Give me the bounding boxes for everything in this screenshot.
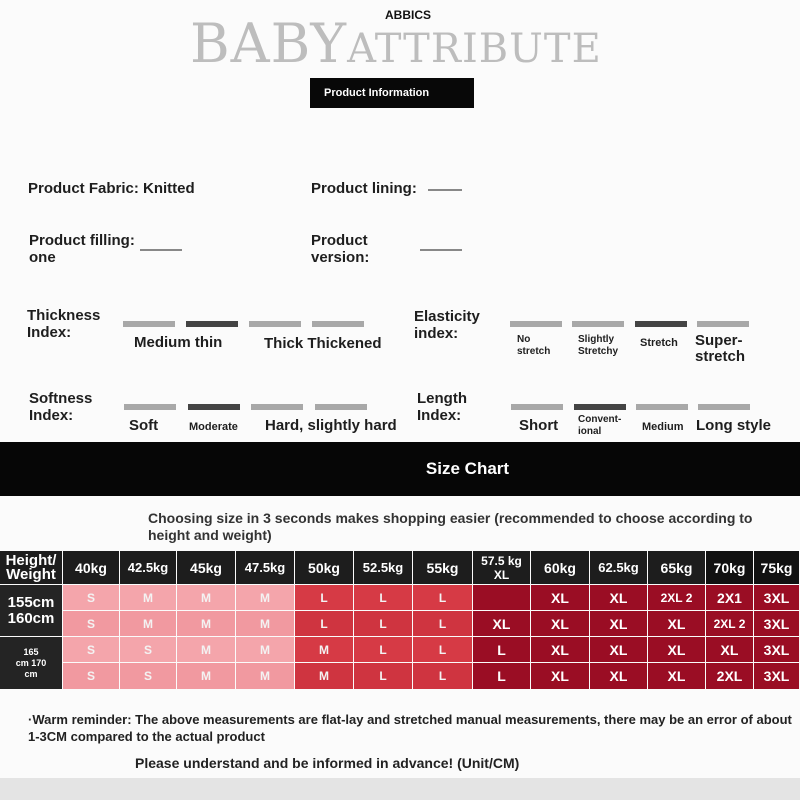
weight-header-label: 57.5 kg XL [481, 553, 522, 582]
softness-title-line2: Index: [29, 407, 74, 424]
size-cell-value: 2XL 2 [660, 590, 693, 605]
size-cell-value: XL [492, 615, 511, 632]
length-title-line2: Index: [417, 407, 462, 424]
weight-header-label: 62.5kg [598, 559, 639, 575]
size-cell [648, 611, 705, 636]
weight-header-label: 47.5kg [244, 559, 286, 575]
elasticity-seg-2 [572, 321, 624, 327]
warm-reminder: ·Warm reminder: The above measurements are flat-lay and stretched manual measurements, there may be an error of about 1-3CM compared to the actual product [28, 712, 792, 744]
fabric-label: Product Fabric: Knitted [28, 180, 195, 197]
size-cell-value: 3XL [763, 641, 790, 658]
height-label: cm 170 [15, 657, 47, 668]
size-cell [706, 637, 753, 662]
elasticity-opt-slightly-l1: Slightly [578, 334, 615, 345]
size-cell [120, 663, 176, 689]
size-cell-value: XL [609, 589, 628, 606]
length-opt-medium: Medium [642, 421, 684, 433]
size-cell-value: M [260, 616, 270, 631]
size-cell [354, 585, 412, 610]
size-cell-value: XL [551, 615, 569, 632]
size-cell-value: L [379, 669, 387, 683]
corner-line-2: Weight [6, 565, 56, 583]
weight-header [236, 551, 294, 584]
weight-header [473, 551, 530, 584]
size-cell-value: 2XL 2 [713, 616, 746, 631]
weight-header-label: 55kg [426, 559, 459, 576]
height-label: 165 [23, 646, 39, 657]
weight-header [754, 551, 799, 584]
size-cell-value: XL [609, 615, 628, 632]
length-seg-3 [636, 404, 688, 410]
weight-header [177, 551, 235, 584]
size-cell [473, 611, 530, 636]
size-cell [63, 611, 119, 636]
length-opt-conventional-l2: ional [578, 426, 602, 437]
length-seg-4 [698, 404, 750, 410]
size-cell-value: M [201, 616, 211, 631]
thickness-index-title [27, 307, 100, 341]
height-label: cm [24, 668, 38, 679]
corner-line-1: Height/ [5, 551, 57, 569]
product-info-banner: Product Information [310, 78, 474, 108]
size-cell [413, 611, 472, 636]
height-label: 160cm [7, 609, 55, 627]
elasticity-opt-super-l1: Super- [695, 332, 743, 349]
weight-header-label: 42.5kg [127, 559, 169, 575]
weight-header [63, 551, 119, 584]
elasticity-opt-slightly-l2: Stretchy [578, 346, 619, 357]
size-cell [473, 663, 530, 689]
size-cell-value: XL [667, 641, 686, 658]
size-cell-value: L [438, 642, 447, 657]
size-cell-value: M [201, 669, 211, 683]
elasticity-title-line2: index: [414, 325, 459, 342]
size-cell [473, 585, 530, 610]
version-value-dash [420, 249, 462, 251]
size-cell-value: XL [667, 615, 686, 632]
weight-header [590, 551, 647, 584]
height-header-165-170 [0, 637, 62, 689]
size-cell-value: XL [551, 589, 569, 606]
size-cell [531, 663, 589, 689]
size-cell [413, 637, 472, 662]
size-cell [754, 611, 799, 636]
size-cell [706, 611, 753, 636]
version-label-line1: Product [311, 232, 368, 249]
size-cell-value: S [143, 669, 152, 683]
size-cell [177, 663, 235, 689]
advance-notice: Please understand and be informed in advance! (Unit/CM) [135, 755, 520, 771]
size-cell [236, 611, 294, 636]
length-title-line1: Length [417, 390, 467, 407]
thickness-seg-3 [249, 321, 301, 327]
softness-title-line1: Softness [29, 390, 93, 407]
length-opt-conventional-l1: Convent- [578, 414, 622, 425]
size-cell [590, 637, 647, 662]
thickness-title-line2: Index: [27, 324, 72, 341]
length-opt-conventional [578, 414, 621, 438]
size-cell [648, 663, 705, 689]
softness-opt-moderate: Moderate [189, 421, 238, 433]
size-cell [177, 585, 235, 610]
brand-small: ABBICS [384, 8, 431, 22]
version-label [311, 232, 369, 266]
size-cell-value: M [319, 642, 329, 657]
size-cell [295, 585, 353, 610]
size-cell [473, 637, 530, 662]
version-label-line2: version: [311, 249, 370, 266]
filling-label-line1: Product filling: [29, 232, 135, 249]
elasticity-opt-slightly [578, 334, 618, 358]
filling-value-dash [140, 249, 182, 251]
size-cell-value: M [201, 590, 211, 605]
size-cell-value: 2X1 [717, 589, 742, 606]
size-cell-value: 3XL [763, 589, 790, 606]
size-cell [648, 585, 705, 610]
size-cell [413, 585, 472, 610]
thickness-opt-thick: Thick Thickened [264, 335, 382, 352]
weight-header-label: 52.5kg [362, 559, 404, 575]
size-cell [236, 585, 294, 610]
softness-opt-soft: Soft [129, 417, 159, 434]
weight-header-label: 60kg [544, 559, 576, 576]
size-cell [63, 663, 119, 689]
size-cell [531, 637, 589, 662]
size-cell [754, 637, 799, 662]
brand-title-attribute: ATTRIBUTE [347, 26, 602, 72]
size-cell [706, 585, 753, 610]
weight-header [120, 551, 176, 584]
softness-seg-3 [251, 404, 303, 410]
size-cell [177, 611, 235, 636]
weight-header [354, 551, 412, 584]
size-cell-value: L [438, 669, 447, 683]
length-opt-short: Short [519, 417, 559, 434]
length-opt-long: Long style [696, 417, 772, 434]
weight-header [648, 551, 705, 584]
size-cell [354, 611, 412, 636]
size-cell-value: S [86, 590, 95, 605]
size-cell-value: L [379, 642, 387, 657]
weight-header-label: 65kg [660, 559, 693, 576]
size-cell-value: XL [551, 641, 569, 658]
size-cell [295, 611, 353, 636]
weight-header-label: 45kg [190, 559, 222, 576]
elasticity-seg-4 [697, 321, 749, 327]
weight-header [531, 551, 589, 584]
weight-header-label: 70kg [713, 559, 746, 576]
length-seg-1 [511, 404, 563, 410]
size-cell-value: XL [609, 668, 628, 684]
length-seg-2 [574, 404, 626, 410]
weight-header-label: 40kg [75, 559, 107, 576]
elasticity-seg-1 [510, 321, 562, 327]
size-cell [754, 663, 799, 689]
size-cell-value: S [86, 616, 95, 631]
size-cell [648, 637, 705, 662]
size-cell [120, 585, 176, 610]
size-cell [63, 637, 119, 662]
size-cell [754, 585, 799, 610]
elasticity-index-title [414, 308, 480, 342]
size-cell-value: S [143, 642, 152, 657]
size-cell-value: 3XL [763, 668, 790, 684]
size-cell-value: L [320, 590, 328, 605]
weight-header [295, 551, 353, 584]
size-cell-value: M [143, 590, 153, 605]
thickness-opt-medium-thin: Medium thin [134, 334, 223, 351]
weight-header [706, 551, 753, 584]
size-cell-value: XL [720, 641, 739, 658]
size-cell-value: M [319, 669, 329, 683]
thickness-seg-2 [186, 321, 238, 327]
size-cell-value: 3XL [763, 615, 790, 632]
size-cell [590, 585, 647, 610]
size-cell [236, 637, 294, 662]
softness-seg-2 [188, 404, 240, 410]
size-cell-value: M [143, 616, 153, 631]
elasticity-opt-super-l2: stretch [695, 348, 746, 365]
size-cell-value: L [379, 616, 387, 631]
size-cell [120, 637, 176, 662]
elasticity-opt-stretch: Stretch [640, 337, 678, 349]
size-cell-value: M [260, 590, 270, 605]
thickness-title-line1: Thickness [27, 307, 101, 324]
softness-opt-hard: Hard, slightly hard [265, 417, 397, 434]
length-index-title [417, 390, 467, 424]
size-cell [531, 611, 589, 636]
weight-header [413, 551, 472, 584]
size-cell [295, 637, 353, 662]
filling-label [29, 232, 135, 266]
elasticity-opt-no-stretch [517, 334, 550, 358]
softness-index-title [29, 390, 92, 424]
weight-header-label: 75kg [760, 559, 793, 576]
size-cell-value: L [497, 641, 506, 658]
footer-strip [0, 778, 800, 800]
size-cell [120, 611, 176, 636]
size-cell-value: XL [609, 641, 628, 658]
size-cell-value: S [86, 642, 95, 657]
size-cell-value: L [379, 590, 387, 605]
size-chart-corner [0, 551, 62, 584]
size-cell-value: M [260, 642, 270, 657]
size-cell-value: L [438, 590, 447, 605]
elasticity-seg-3 [635, 321, 687, 327]
size-cell-value: L [497, 668, 506, 684]
size-chart-intro: Choosing size in 3 seconds makes shopping easier (recommended to choose according to height and weight) [148, 510, 753, 543]
size-cell-value: L [438, 616, 447, 631]
brand-title [190, 12, 600, 75]
lining-value-dash [428, 189, 462, 191]
size-cell-value: L [320, 616, 328, 631]
elasticity-opt-super [695, 333, 745, 365]
size-cell [354, 663, 412, 689]
size-cell-value: XL [551, 668, 569, 684]
size-chart-banner: Size Chart [0, 442, 800, 496]
size-cell [590, 663, 647, 689]
size-cell-value: 2XL [716, 668, 743, 684]
size-cell [413, 663, 472, 689]
size-cell-value: XL [667, 668, 686, 684]
size-cell [295, 663, 353, 689]
elasticity-title-line1: Elasticity [414, 308, 480, 325]
weight-header-label: 50kg [308, 559, 340, 576]
size-cell [531, 585, 589, 610]
size-cell [177, 637, 235, 662]
elasticity-opt-no-stretch-l2: stretch [517, 346, 551, 357]
size-cell [63, 585, 119, 610]
size-chart-table [0, 551, 800, 690]
size-cell [354, 637, 412, 662]
brand-title-baby: BABY [190, 12, 348, 75]
size-cell [590, 611, 647, 636]
lining-label: Product lining: [311, 180, 417, 197]
thickness-seg-4 [312, 321, 364, 327]
size-cell-value: M [260, 669, 270, 683]
size-cell [236, 663, 294, 689]
thickness-seg-1 [123, 321, 175, 327]
softness-seg-1 [124, 404, 176, 410]
elasticity-opt-no-stretch-l1: No [517, 334, 531, 345]
softness-seg-4 [315, 404, 367, 410]
filling-label-line2: one [29, 249, 56, 266]
size-cell-value: S [86, 669, 95, 683]
height-label: 155cm [7, 593, 55, 611]
size-cell-value: M [201, 642, 211, 657]
height-header-155-160 [0, 585, 62, 636]
size-cell [706, 663, 753, 689]
